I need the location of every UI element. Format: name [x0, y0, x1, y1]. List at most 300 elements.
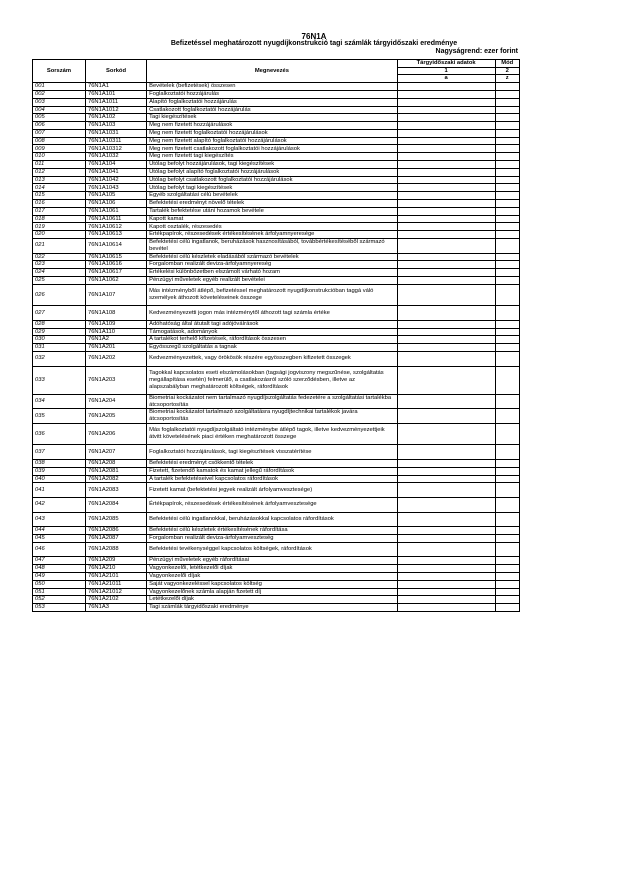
- row-value-cell[interactable]: [397, 527, 495, 535]
- table-row: [33, 137, 520, 145]
- row-value-cell[interactable]: [397, 557, 495, 565]
- table-row: [33, 572, 520, 580]
- row-description: Meg nem fizetett alapító foglalkoztatói hozzájárulások: [147, 137, 398, 145]
- table-row: [33, 588, 520, 596]
- table-row: [33, 261, 520, 269]
- table-header-row: [33, 60, 520, 68]
- row-value-cell[interactable]: [397, 192, 495, 200]
- row-value-cell[interactable]: [397, 284, 495, 305]
- row-code: 76N1A207: [85, 445, 146, 460]
- row-mode-cell[interactable]: [495, 557, 519, 565]
- row-description: Adóhatóság által átutalt tagi adójóváírások: [147, 320, 398, 328]
- row-number: 018: [33, 215, 86, 223]
- row-description: Bevételek (befizetések) összesen: [147, 83, 398, 91]
- row-value-cell[interactable]: [397, 184, 495, 192]
- row-description: Befektetési célú készletek eladásából származó bevételek: [147, 253, 398, 261]
- row-value-cell[interactable]: [397, 596, 495, 604]
- row-value-cell[interactable]: [397, 409, 495, 424]
- row-value-cell[interactable]: [397, 261, 495, 269]
- row-description: Meg nem fizetett tagi kiegészítés: [147, 153, 398, 161]
- row-code: 76N1A1031: [85, 129, 146, 137]
- table-row: [33, 122, 520, 130]
- table-row: [33, 467, 520, 475]
- row-mode-cell[interactable]: [495, 336, 519, 344]
- row-mode-cell[interactable]: [495, 328, 519, 336]
- table-row: [33, 565, 520, 573]
- row-mode-cell[interactable]: [495, 192, 519, 200]
- row-mode-cell[interactable]: [495, 184, 519, 192]
- row-mode-cell[interactable]: [495, 534, 519, 542]
- row-number: 049: [33, 572, 86, 580]
- row-description: Egyösszegű szolgáltatás a tagnak: [147, 344, 398, 352]
- row-value-cell[interactable]: [397, 534, 495, 542]
- row-description: Tagokkal kapcsolatos eseti elszámolásokban (tagsági jogviszony megszűnése, szolgáltatás megállapítása esetén) felmerülő, a csatlakozásról szóló szerződésben, illetve az alapszabályban meghatározott költségek, ráfordítások: [147, 366, 398, 394]
- row-value-cell[interactable]: [397, 106, 495, 114]
- row-number: 052: [33, 596, 86, 604]
- table-row: [33, 153, 520, 161]
- row-code: 76N1A105: [85, 192, 146, 200]
- row-mode-cell[interactable]: [495, 106, 519, 114]
- row-code: 76N1A206: [85, 423, 146, 444]
- row-value-cell[interactable]: [397, 137, 495, 145]
- row-code: 76N1A3: [85, 604, 146, 612]
- row-description: Értékpapírok, részesedések értékesítésének árfolyamnyeresége: [147, 231, 398, 239]
- row-code: 76N1A1012: [85, 106, 146, 114]
- col-header-megnevezes: Megnevezés: [147, 60, 398, 83]
- row-description: Forgalomban realizált deviza-árfolyamnyereség: [147, 261, 398, 269]
- col-number-adatok: 1: [397, 67, 495, 75]
- row-code: 76N1A2: [85, 336, 146, 344]
- row-number: 053: [33, 604, 86, 612]
- row-mode-cell[interactable]: [495, 98, 519, 106]
- row-value-cell[interactable]: [397, 475, 495, 483]
- row-value-cell[interactable]: [397, 445, 495, 460]
- row-mode-cell[interactable]: [495, 527, 519, 535]
- table-row: [33, 192, 520, 200]
- row-value-cell[interactable]: [397, 176, 495, 184]
- row-number: 051: [33, 588, 86, 596]
- table-row: [33, 161, 520, 169]
- row-description: Más foglalkoztatói nyugdíjszolgáltató intézménybe átlépő tagok, illetve kedvezményezettjeik átvitt követelésének piaci értéken meghatározott összege: [147, 423, 398, 444]
- unit-label: Nagyságrend: ezer forint: [435, 48, 518, 55]
- table-row: [33, 320, 520, 328]
- table-row: [33, 168, 520, 176]
- table-row: [33, 336, 520, 344]
- row-number: 028: [33, 320, 86, 328]
- table-row: [33, 231, 520, 239]
- row-number: 011: [33, 161, 86, 169]
- row-value-cell[interactable]: [397, 394, 495, 409]
- table-row: [33, 145, 520, 153]
- row-description: Foglalkoztatói hozzájárulások, tagi kiegészítések visszatérítése: [147, 445, 398, 460]
- row-value-cell[interactable]: [397, 604, 495, 612]
- row-description: Kedvezményezetti jogon más intézménytől áthozott tagi számla értéke: [147, 306, 398, 321]
- table-row: [33, 129, 520, 137]
- row-number: 027: [33, 306, 86, 321]
- row-value-cell[interactable]: [397, 153, 495, 161]
- row-value-cell[interactable]: [397, 423, 495, 444]
- row-mode-cell[interactable]: [495, 366, 519, 394]
- row-mode-cell[interactable]: [495, 231, 519, 239]
- row-code: 76N1A108: [85, 306, 146, 321]
- row-mode-cell[interactable]: [495, 588, 519, 596]
- row-mode-cell[interactable]: [495, 176, 519, 184]
- row-number: 046: [33, 542, 86, 557]
- table-row: [33, 542, 520, 557]
- row-mode-cell[interactable]: [495, 459, 519, 467]
- row-value-cell[interactable]: [397, 90, 495, 98]
- row-code: 76N1A1043: [85, 184, 146, 192]
- row-number: 039: [33, 467, 86, 475]
- row-mode-cell[interactable]: [495, 207, 519, 215]
- row-number: 019: [33, 223, 86, 231]
- row-number: 035: [33, 409, 86, 424]
- row-value-cell[interactable]: [397, 200, 495, 208]
- row-description: Utólag befolyt alapító foglalkoztatói hozzájárulások: [147, 168, 398, 176]
- row-number: 037: [33, 445, 86, 460]
- row-mode-cell[interactable]: [495, 114, 519, 122]
- table-row: [33, 527, 520, 535]
- row-mode-cell[interactable]: [495, 409, 519, 424]
- table-row: [33, 459, 520, 467]
- col-header-mod: Mód: [495, 60, 519, 68]
- row-code: 76N1A10614: [85, 239, 146, 254]
- table-row: [33, 366, 520, 394]
- table-row: [33, 98, 520, 106]
- row-mode-cell[interactable]: [495, 90, 519, 98]
- row-code: 76N1A1042: [85, 176, 146, 184]
- row-code: 76N1A205: [85, 409, 146, 424]
- row-description: Befektetési célú ingatlanok, beruházások hasznosításából, továbbértékesítéséből származó bevétel: [147, 239, 398, 254]
- row-number: 004: [33, 106, 86, 114]
- row-number: 014: [33, 184, 86, 192]
- row-description: Csatlakozott foglalkoztatói hozzájárulás: [147, 106, 398, 114]
- row-number: 002: [33, 90, 86, 98]
- row-description: Befektetési célú ingatlanokkal, beruházásokkal kapcsolatos ráfordítások: [147, 512, 398, 527]
- row-description: Vagyonkezelői díjak: [147, 572, 398, 580]
- row-description: Pénzügyi műveletek egyéb realizált bevételei: [147, 277, 398, 285]
- row-mode-cell[interactable]: [495, 512, 519, 527]
- row-description: Fizetett, fizetendő kamatok és kamat jellegű ráfordítások: [147, 467, 398, 475]
- table-row: [33, 200, 520, 208]
- row-code: 76N1A1062: [85, 277, 146, 285]
- row-number: 048: [33, 565, 86, 573]
- row-number: 005: [33, 114, 86, 122]
- table-row: [33, 106, 520, 114]
- col-header-sorkod: Sorkód: [85, 60, 146, 83]
- row-mode-cell[interactable]: [495, 269, 519, 277]
- row-mode-cell[interactable]: [495, 565, 519, 573]
- table-row: [33, 215, 520, 223]
- col-letter-adatok: a: [397, 75, 495, 83]
- row-mode-cell[interactable]: [495, 83, 519, 91]
- table-row: [33, 409, 520, 424]
- row-description: Forgalomban realizált deviza-árfolyamveszteség: [147, 534, 398, 542]
- row-value-cell[interactable]: [397, 306, 495, 321]
- row-number: 008: [33, 137, 86, 145]
- row-mode-cell[interactable]: [495, 445, 519, 460]
- row-number: 012: [33, 168, 86, 176]
- row-mode-cell[interactable]: [495, 122, 519, 130]
- table-row: [33, 114, 520, 122]
- row-value-cell[interactable]: [397, 497, 495, 512]
- table-row: [33, 512, 520, 527]
- data-table: [32, 59, 520, 612]
- row-value-cell[interactable]: [397, 336, 495, 344]
- table-row: [33, 284, 520, 305]
- row-mode-cell[interactable]: [495, 153, 519, 161]
- row-value-cell[interactable]: [397, 459, 495, 467]
- row-mode-cell[interactable]: [495, 161, 519, 169]
- row-value-cell[interactable]: [397, 320, 495, 328]
- row-mode-cell[interactable]: [495, 497, 519, 512]
- row-description: Tagi számlák tárgyidőszaki eredménye: [147, 604, 398, 612]
- row-description: Értékelési különbözetben elszámolt várható hozam: [147, 269, 398, 277]
- row-code: 76N1A2083: [85, 483, 146, 498]
- row-code: 76N1A102: [85, 114, 146, 122]
- table-row: [33, 557, 520, 565]
- row-description: Meg nem fizetett hozzájárulások: [147, 122, 398, 130]
- row-mode-cell[interactable]: [495, 253, 519, 261]
- row-mode-cell[interactable]: [495, 394, 519, 409]
- row-value-cell[interactable]: [397, 467, 495, 475]
- row-mode-cell[interactable]: [495, 352, 519, 367]
- row-description: Kedvezményezettek, vagy örökösök részére egyösszegben kifizetett összegek: [147, 352, 398, 367]
- row-mode-cell[interactable]: [495, 475, 519, 483]
- row-description: Kapott osztalék, részesedés: [147, 223, 398, 231]
- row-number: 043: [33, 512, 86, 527]
- row-code: 76N1A2085: [85, 512, 146, 527]
- row-mode-cell[interactable]: [495, 467, 519, 475]
- row-number: 034: [33, 394, 86, 409]
- row-value-cell[interactable]: [397, 161, 495, 169]
- table-row: [33, 306, 520, 321]
- row-number: 038: [33, 459, 86, 467]
- row-code: 76N1A21012: [85, 588, 146, 596]
- row-value-cell[interactable]: [397, 580, 495, 588]
- row-mode-cell[interactable]: [495, 320, 519, 328]
- row-value-cell[interactable]: [397, 344, 495, 352]
- row-number: 045: [33, 534, 86, 542]
- row-code: 76N1A2102: [85, 596, 146, 604]
- row-mode-cell[interactable]: [495, 580, 519, 588]
- row-number: 025: [33, 277, 86, 285]
- row-mode-cell[interactable]: [495, 344, 519, 352]
- row-mode-cell[interactable]: [495, 223, 519, 231]
- table-row: [33, 475, 520, 483]
- row-code: 76N1A210: [85, 565, 146, 573]
- row-description: Más intézményből átlépő, befizetéssel meghatározott nyugdíjkonstrukcióban taggá váló személyek áthozott követeléseinek összege: [147, 284, 398, 305]
- row-description: Fizetett kamat (befektetési jegyek realizált árfolyamvesztesége): [147, 483, 398, 498]
- row-value-cell[interactable]: [397, 565, 495, 573]
- table-row: [33, 497, 520, 512]
- row-value-cell[interactable]: [397, 542, 495, 557]
- row-description: Utólag befolyt csatlakozott foglalkoztatói hozzájárulások: [147, 176, 398, 184]
- row-number: 013: [33, 176, 86, 184]
- row-number: 041: [33, 483, 86, 498]
- row-value-cell[interactable]: [397, 328, 495, 336]
- row-code: 76N1A101: [85, 90, 146, 98]
- row-mode-cell[interactable]: [495, 215, 519, 223]
- row-number: 015: [33, 192, 86, 200]
- row-number: 023: [33, 261, 86, 269]
- table-row: [33, 344, 520, 352]
- table-row: [33, 352, 520, 367]
- row-value-cell[interactable]: [397, 352, 495, 367]
- row-description: Tagi kiegészítések: [147, 114, 398, 122]
- row-description: Befektetési célú készletek értékesítésének ráfordítása: [147, 527, 398, 535]
- row-description: A tartalék befektetéseivel kapcsolatos ráfordítások: [147, 475, 398, 483]
- row-mode-cell[interactable]: [495, 239, 519, 254]
- row-number: 021: [33, 239, 86, 254]
- row-value-cell[interactable]: [397, 168, 495, 176]
- row-description: Befektetési eredményt növelő tételek: [147, 200, 398, 208]
- table-row: [33, 534, 520, 542]
- row-mode-cell[interactable]: [495, 604, 519, 612]
- row-number: 032: [33, 352, 86, 367]
- row-value-cell[interactable]: [397, 269, 495, 277]
- row-mode-cell[interactable]: [495, 137, 519, 145]
- row-value-cell[interactable]: [397, 512, 495, 527]
- row-code: 76N1A10311: [85, 137, 146, 145]
- table-row: [33, 207, 520, 215]
- row-code: 76N1A10312: [85, 145, 146, 153]
- row-code: 76N1A10613: [85, 231, 146, 239]
- row-description: Tartalék befektetése utáni hozamok bevétele: [147, 207, 398, 215]
- row-code: 76N1A2081: [85, 467, 146, 475]
- row-mode-cell[interactable]: [495, 423, 519, 444]
- row-number: 010: [33, 153, 86, 161]
- row-value-cell[interactable]: [397, 483, 495, 498]
- row-value-cell[interactable]: [397, 122, 495, 130]
- row-value-cell[interactable]: [397, 231, 495, 239]
- row-description: Biometriai kockázatot nem tartalmazó nyugdíjszolgáltatás fedezetére a szolgáltatási tartalékba átcsoportosítás: [147, 394, 398, 409]
- row-code: 76N1A2088: [85, 542, 146, 557]
- row-mode-cell[interactable]: [495, 483, 519, 498]
- row-mode-cell[interactable]: [495, 129, 519, 137]
- row-mode-cell[interactable]: [495, 145, 519, 153]
- row-description: Foglalkoztatói hozzájárulás: [147, 90, 398, 98]
- row-number: 022: [33, 253, 86, 261]
- table-row: [33, 423, 520, 444]
- table-row: [33, 596, 520, 604]
- row-code: 76N1A10615: [85, 253, 146, 261]
- row-mode-cell[interactable]: [495, 277, 519, 285]
- row-number: 026: [33, 284, 86, 305]
- row-value-cell[interactable]: [397, 114, 495, 122]
- row-code: 76N1A209: [85, 557, 146, 565]
- row-code: 76N1A106: [85, 200, 146, 208]
- row-number: 033: [33, 366, 86, 394]
- row-code: 76N1A109: [85, 320, 146, 328]
- row-code: 76N1A204: [85, 394, 146, 409]
- row-description: Vagyonkezelői, letétkezelői díjak: [147, 565, 398, 573]
- row-code: 76N1A208: [85, 459, 146, 467]
- row-value-cell[interactable]: [397, 253, 495, 261]
- row-description: Egyéb szolgáltatási célú bevételek: [147, 192, 398, 200]
- table-row: [33, 269, 520, 277]
- row-mode-cell[interactable]: [495, 542, 519, 557]
- row-number: 007: [33, 129, 86, 137]
- table-row: [33, 239, 520, 254]
- row-description: Befektetési tevékenységgel kapcsolatos költségek, ráfordítások: [147, 542, 398, 557]
- row-number: 003: [33, 98, 86, 106]
- row-mode-cell[interactable]: [495, 200, 519, 208]
- row-number: 036: [33, 423, 86, 444]
- table-row: [33, 83, 520, 91]
- row-value-cell[interactable]: [397, 572, 495, 580]
- row-description: Támogatások, adományok: [147, 328, 398, 336]
- row-description: A tartalékot terhelő kifizetések, ráfordítások összesen: [147, 336, 398, 344]
- row-value-cell[interactable]: [397, 223, 495, 231]
- row-description: Pénzügyi műveletek egyéb ráfordításai: [147, 557, 398, 565]
- row-mode-cell[interactable]: [495, 168, 519, 176]
- row-code: 76N1A21011: [85, 580, 146, 588]
- row-code: 76N1A103: [85, 122, 146, 130]
- row-number: 020: [33, 231, 86, 239]
- row-code: 76N1A10616: [85, 261, 146, 269]
- row-value-cell[interactable]: [397, 145, 495, 153]
- row-mode-cell[interactable]: [495, 261, 519, 269]
- row-mode-cell[interactable]: [495, 284, 519, 305]
- row-number: 050: [33, 580, 86, 588]
- row-value-cell[interactable]: [397, 239, 495, 254]
- row-number: 031: [33, 344, 86, 352]
- row-code: 76N1A2101: [85, 572, 146, 580]
- col-letter-mod: z: [495, 75, 519, 83]
- row-description: Meg nem fizetett foglalkoztatói hozzájárulások: [147, 129, 398, 137]
- form-title: Befizetéssel meghatározott nyugdíjkonstrukció tagi számlák tárgyidőszaki eredménye: [170, 40, 458, 47]
- row-value-cell[interactable]: [397, 277, 495, 285]
- row-number: 024: [33, 269, 86, 277]
- row-value-cell[interactable]: [397, 129, 495, 137]
- row-description: Utólag befolyt tagi kiegészítések: [147, 184, 398, 192]
- row-mode-cell[interactable]: [495, 596, 519, 604]
- row-description: Kapott kamat: [147, 215, 398, 223]
- row-mode-cell[interactable]: [495, 572, 519, 580]
- row-code: 76N1A107: [85, 284, 146, 305]
- col-header-adatok: Tárgyidőszaki adatok: [397, 60, 495, 68]
- row-number: 006: [33, 122, 86, 130]
- table-row: [33, 604, 520, 612]
- row-code: 76N1A203: [85, 366, 146, 394]
- row-description: Utólag befolyt hozzájárulások, tagi kiegészítések: [147, 161, 398, 169]
- row-value-cell[interactable]: [397, 215, 495, 223]
- form-code: 76N1A: [301, 32, 327, 41]
- row-description: Saját vagyonkezeléssel kapcsolatos költség: [147, 580, 398, 588]
- row-code: 76N1A1011: [85, 98, 146, 106]
- row-description: Értékpapírok, részesedések értékesítésének árfolyamvesztesége: [147, 497, 398, 512]
- row-value-cell[interactable]: [397, 98, 495, 106]
- row-mode-cell[interactable]: [495, 306, 519, 321]
- row-value-cell[interactable]: [397, 207, 495, 215]
- row-number: 040: [33, 475, 86, 483]
- row-value-cell[interactable]: [397, 588, 495, 596]
- table-row: [33, 445, 520, 460]
- row-description: Vagyonkezelőnek számla alapján fizetett díj: [147, 588, 398, 596]
- row-code: 76N1A1: [85, 83, 146, 91]
- row-code: 76N1A1032: [85, 153, 146, 161]
- row-number: 017: [33, 207, 86, 215]
- row-value-cell[interactable]: [397, 83, 495, 91]
- row-code: 76N1A201: [85, 344, 146, 352]
- row-number: 042: [33, 497, 86, 512]
- row-description: Meg nem fizetett csatlakozott foglalkoztatói hozzájárulások: [147, 145, 398, 153]
- row-value-cell[interactable]: [397, 366, 495, 394]
- row-description: Befektetési eredményt csökkentő tételek: [147, 459, 398, 467]
- col-number-mod: 2: [495, 67, 519, 75]
- table-row: [33, 90, 520, 98]
